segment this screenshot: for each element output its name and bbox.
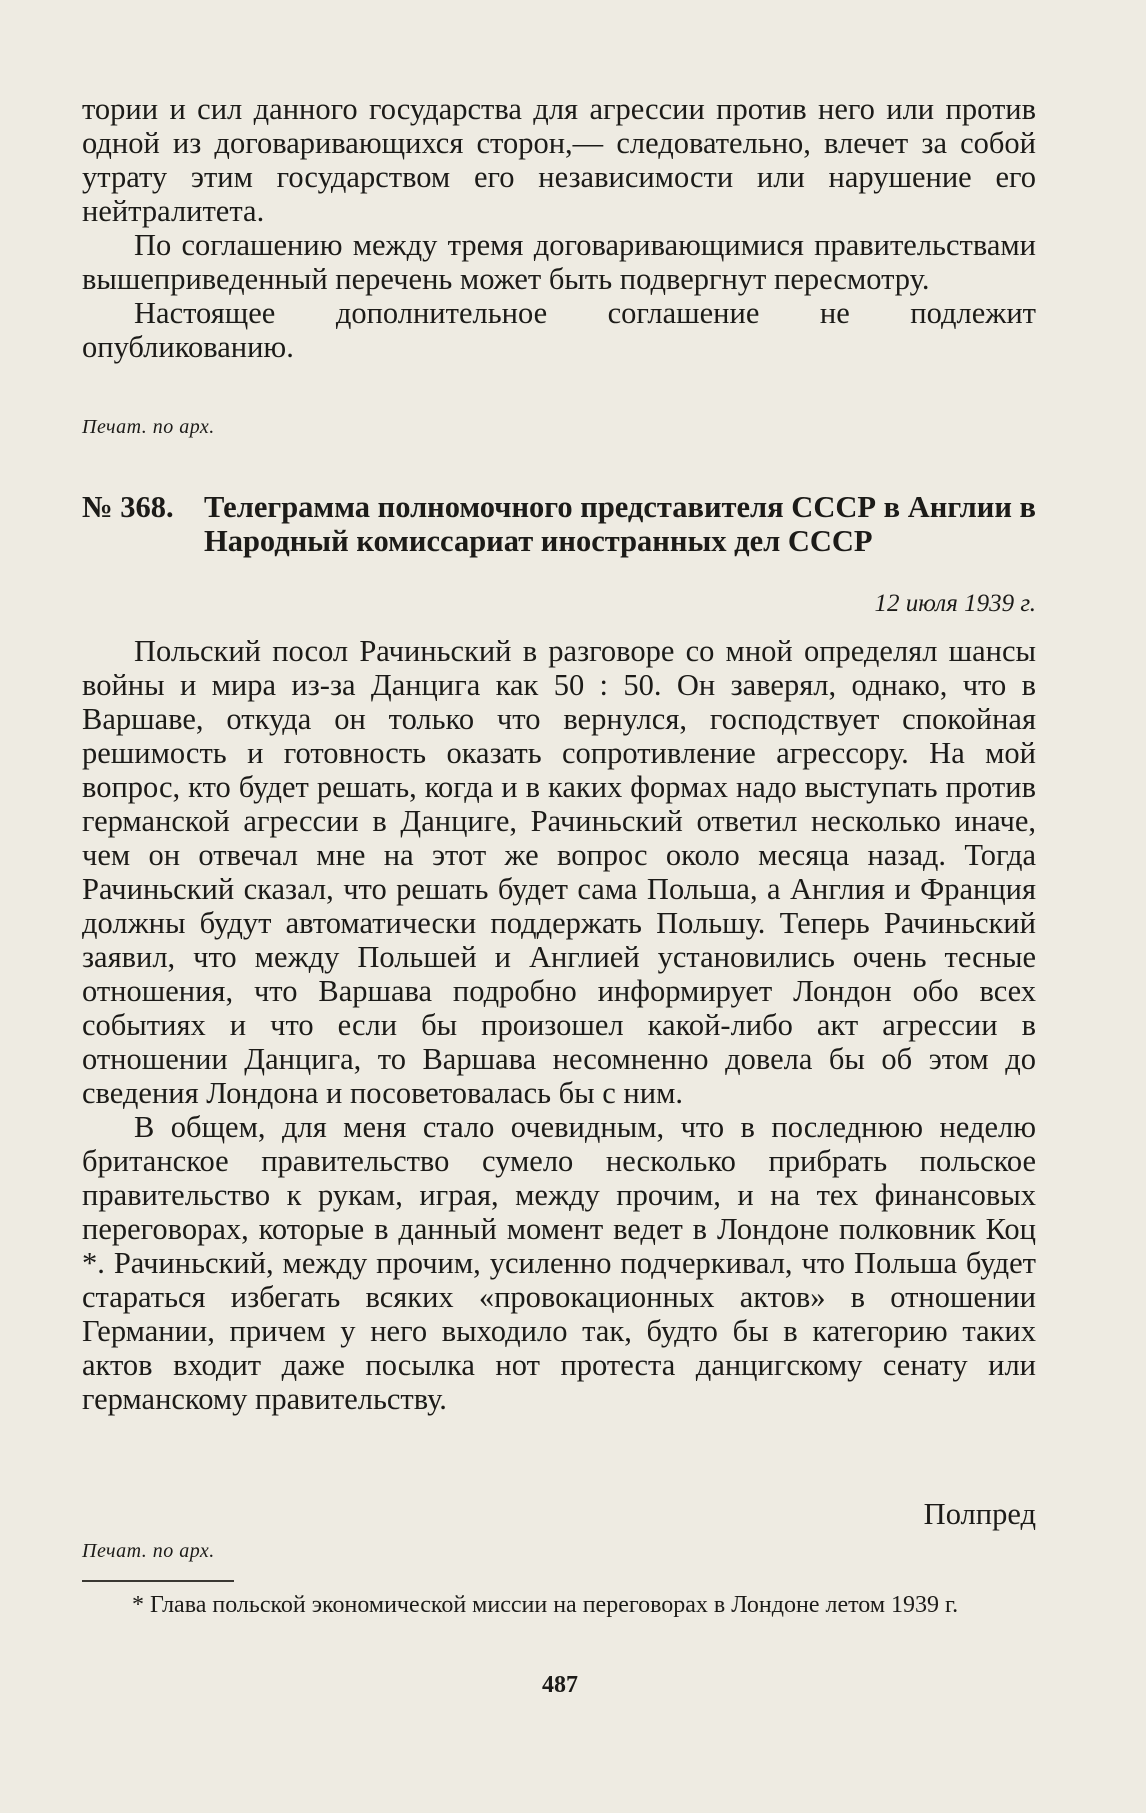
continuation-paragraph-2: По соглашению между тремя договаривающимися правительствами вышеприведенный перечень может быть подвергнут пересмотру.: [82, 228, 1036, 296]
page-number: 487: [542, 1672, 578, 1698]
document-date: 12 июля 1939 г.: [874, 590, 1036, 617]
document-body: [82, 634, 1036, 1416]
source-note-2: Печат. по арх.: [82, 1540, 215, 1562]
source-note-1: Печат. по арх.: [82, 416, 215, 438]
continuation-paragraph-3: Настоящее дополнительное соглашение не подлежит опубликованию.: [82, 296, 1036, 364]
document-title: Телеграмма полномочного представителя СССР в Англии в Народный комиссариат иностранных дел СССР: [204, 490, 1036, 558]
document-paragraph-2: В общем, для меня стало очевидным, что в последнюю неделю британское правительство сумело несколько прибрать польское правительство к рукам, играя, между прочим, и на тех финансовых переговорах, которые в данный момент ведет в Лондоне полковник Коц *. Рачиньский, между прочим, усиленно подчеркивал, что Польша будет стараться избегать всяких «провокационных актов» в отношении Германии, причем у него выходило так, будто бы в категорию таких актов входит даже посылка нот протеста данцигскому сенату или германскому правительству.: [82, 1110, 1036, 1416]
document-number: № 368.: [82, 490, 174, 524]
continuation-text: [82, 92, 1036, 364]
footnote: * Глава польской экономической миссии на переговорах в Лондоне летом 1939 г.: [132, 1592, 959, 1618]
document-paragraph-1: Польский посол Рачиньский в разговоре со мной определял шансы войны и мира из-за Данцига как 50 : 50. Он заверял, однако, что в Варшаве, откуда он только что вернулся, господствует спокойная решимость и готовность оказать сопротивление агрессору. На мой вопрос, кто будет решать, когда и в каких формах надо выступать против германской агрессии в Данциге, Рачиньский ответил несколько иначе, чем он отвечал мне на этот же вопрос около месяца назад. Тогда Рачиньский сказал, что решать будет сама Польша, а Англия и Франция должны будут автоматически поддержать Польшу. Теперь Рачиньский заявил, что между Польшей и Англией установились очень тесные отношения, что Варшава подробно информирует Лондон обо всех событиях и что если бы произошел какой-либо акт агрессии в отношении Данцига, то Варшава несомненно довела бы об этом до сведения Лондона и посоветовалась бы с ним.: [82, 634, 1036, 1110]
continuation-paragraph-1: тории и сил данного государства для агрессии против него или против одной из договаривающихся сторон,— следовательно, влечет за собой утрату этим государством его независимости или нарушение его нейтралитета.: [82, 92, 1036, 228]
signature: Полпред: [923, 1497, 1036, 1531]
footnote-divider: [82, 1580, 234, 1582]
